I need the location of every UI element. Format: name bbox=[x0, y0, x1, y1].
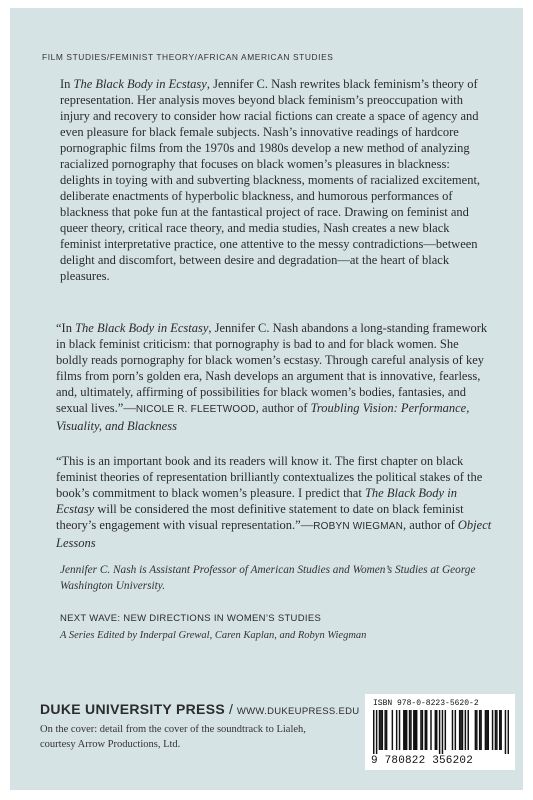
barcode-bar bbox=[486, 710, 487, 750]
barcode-bar bbox=[382, 710, 383, 750]
publisher-url: WWW.DUKEUPRESS.EDU bbox=[236, 706, 360, 717]
blurb-text: , Jennifer C. Nash abandons a long-standing framework in black feminist criticism: that pornography is bad to and for black women. She boldly reads pornography for black women’s ecstasy. Through careful analysis of key films from porn’s golden era, Nash develops an argument that is innovative, fearless, and, ultimately, affirming of possibilities for black women’s bodies, fantasies, and sexual lives.”— bbox=[56, 321, 488, 415]
barcode-bar bbox=[442, 710, 443, 754]
barcode-bar bbox=[452, 710, 453, 750]
barcode-bar bbox=[455, 710, 456, 750]
barcode-bar bbox=[404, 710, 405, 750]
barcode-bar bbox=[460, 710, 461, 750]
barcode-bar bbox=[492, 710, 493, 750]
barcode-bar bbox=[380, 710, 381, 750]
barcode-bar bbox=[476, 710, 477, 750]
cover-credit: On the cover: detail from the cover of the soundtrack to Lialeh, courtesy Arrow Productions, Ltd. bbox=[40, 724, 306, 750]
barcode-bar bbox=[436, 710, 437, 750]
barcode-bar bbox=[485, 710, 486, 750]
book-description bbox=[60, 76, 492, 284]
author-bio: Jennifer C. Nash is Assistant Professor of American Studies and Women’s Studies at George Washington University. bbox=[60, 564, 476, 592]
barcode-bar bbox=[416, 710, 417, 750]
barcode-bar bbox=[480, 710, 481, 750]
blurb-author-work: Object Lessons bbox=[56, 518, 492, 550]
barcode-bar bbox=[403, 710, 404, 750]
barcode-bar bbox=[413, 710, 414, 750]
barcode-bar bbox=[479, 710, 480, 750]
blurb-open: “This is an important book and its readers will know it. The first chapter on black feminist theories of representation brilliantly contextualizes the political stakes of the book’s commitment to black women’s pleasure. I predict that bbox=[56, 454, 483, 500]
barcode-bar bbox=[410, 710, 411, 750]
barcode-digits: 9 780822 356202 bbox=[371, 755, 474, 767]
blurb-author: NICOLE R. FLEETWOOD bbox=[135, 404, 256, 415]
barcode-bar bbox=[376, 710, 377, 754]
barcode-bar bbox=[430, 710, 431, 750]
blurb-open: “In bbox=[56, 321, 76, 335]
blurb-fleetwood bbox=[56, 320, 492, 434]
isbn-label: ISBN 978-0-8223-5620-2 bbox=[373, 699, 479, 708]
barcode-bar bbox=[406, 710, 407, 750]
back-cover bbox=[10, 8, 523, 790]
blurb-book-title: The Black Body in Ecstasy bbox=[56, 486, 457, 516]
barcode-bar bbox=[409, 710, 410, 750]
publisher-line bbox=[40, 701, 359, 719]
barcode-bar bbox=[462, 710, 463, 750]
barcode-bar bbox=[435, 710, 436, 750]
publisher-name: DUKE UNIVERSITY PRESS bbox=[40, 701, 225, 717]
barcode-bar bbox=[392, 710, 393, 750]
barcode-bar bbox=[505, 710, 506, 754]
barcode-panel bbox=[365, 694, 515, 770]
barcode-bar bbox=[379, 710, 380, 750]
blurb-author-work: Troubling Vision: Performance, Visuality, and Blackness bbox=[56, 401, 470, 433]
barcode-bar bbox=[508, 710, 509, 754]
barcode-bar bbox=[420, 710, 421, 750]
description-book-title: The Black Body in Ecstasy bbox=[73, 77, 207, 91]
barcode-bar bbox=[465, 710, 466, 750]
blurb-author: ROBYN WIEGMAN bbox=[313, 521, 404, 532]
barcode-bar bbox=[415, 710, 416, 750]
barcode-bar bbox=[386, 710, 387, 750]
barcode-bar bbox=[459, 710, 460, 750]
subject-category: FILM STUDIES/FEMINIST THEORY/AFRICAN AMERICAN STUDIES bbox=[42, 52, 334, 62]
barcode-bar bbox=[426, 710, 427, 750]
barcode-bar bbox=[488, 710, 489, 750]
barcode-bar bbox=[499, 710, 500, 750]
barcode-bar bbox=[396, 710, 397, 750]
barcode-bar bbox=[495, 710, 496, 750]
blurb-text: will be considered the most definitive statement to date on black feminist theory’s engagement with visual representation.”— bbox=[56, 502, 464, 532]
barcode-bar bbox=[496, 710, 497, 750]
description-lead: In bbox=[60, 77, 74, 91]
barcode-bar bbox=[399, 710, 400, 750]
barcode-bar bbox=[373, 710, 374, 754]
barcode-bar bbox=[467, 710, 468, 750]
barcode-bar bbox=[500, 710, 501, 750]
barcode-image bbox=[373, 710, 509, 754]
description-text: , Jennifer C. Nash rewrites black feminism’s theory of representation. Her analysis moves beyond black feminism’s preoccupation with injury and recovery to consider how racial fictions can create a space of agency and even pleasure for black female subjects. Nash’s innovative readings of hardcore pornographic films from the 1970s and 1980s develop a new method of analyzing racialized pornography that focuses on black women’s pleasures in blackness: delights in toying with and subverting blackness, moments of racialized excitement, deliberate enactments of hyperbolic blackness, and humorous performances of blackness that poke fun at the fantastical project of race. Drawing on feminist and queer theory, critical race theory, and media studies, Nash creates a new black feminist interpretative practice, one attentive to the messy contradictions—between delight and discomfort, between desire and degradation—at the heart of black pleasures. bbox=[60, 77, 481, 283]
barcode-bar bbox=[422, 710, 423, 750]
series-title: NEXT WAVE: NEW DIRECTIONS IN WOMEN’S STUDIES bbox=[60, 613, 322, 624]
series-editors: A Series Edited by Inderpal Grewal, Caren Kaplan, and Robyn Wiegman bbox=[60, 630, 367, 641]
blurb-affiliation: , author of bbox=[255, 401, 311, 415]
barcode-bar bbox=[425, 710, 426, 750]
publisher-separator: / bbox=[228, 701, 233, 717]
barcode-bar bbox=[475, 710, 476, 750]
barcode-bar bbox=[384, 710, 385, 750]
barcode-bar bbox=[445, 710, 446, 750]
blurb-book-title: The Black Body in Ecstasy bbox=[75, 321, 209, 335]
barcode-bar bbox=[439, 710, 440, 754]
blurb-affiliation: , author of bbox=[403, 518, 458, 532]
blurb-wiegman bbox=[56, 453, 492, 551]
